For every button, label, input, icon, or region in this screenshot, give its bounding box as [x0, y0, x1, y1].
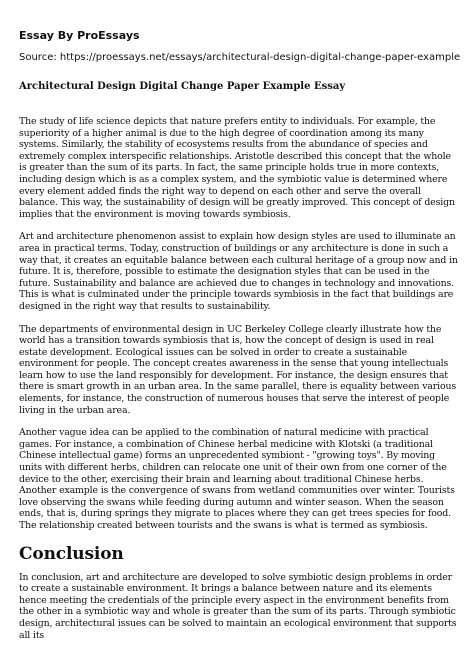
- conclusion-heading: Conclusion: [19, 543, 124, 564]
- essay-title: Architectural Design Digital Change Paper Example Essay: [19, 81, 346, 92]
- source-line: Source: https://proessays.net/essays/architectural-design-digital-change-paper-example: [19, 52, 461, 63]
- paragraph-4: Another vague idea can be applied to the combination of natural medicine with practical games. For instance, a combination of Chinese herbal medicine with Klotski (a traditional Chinese intellectual game) forms an unprecedented symbiont - "growing toys". By moving units with different herbs, children can relocate one unit of their own from one corner of the device to the other, exercising their brain and learning about traditional Chinese herbs. Another example is the convergence of swans from wetland communities over winter. Tourists love observing the swans while feeding during autumn and winter season. When the season ends, that is, during springs they migrate to places where they can get trees species for food. The relationship created between tourists and the swans is what is termed as symbiosis.: [19, 427, 455, 531]
- site-title: Essay By ProEssays: [19, 29, 140, 42]
- conclusion-paragraph: In conclusion, art and architecture are developed to solve symbiotic design problems in order to create a sustainable environment. It brings a balance between nature and its elements hence meeting the credentials of the principle every aspect in the environment benefits from the other in a symbiotic way and whole is greater than the sum of its parts. Through symbiotic design, architectural issues can be solved to maintain an ecological environment that supports all its: [19, 571, 457, 641]
- page-header: [19, 29, 459, 63]
- paragraph-2: Art and architecture phenomenon assist to explain how design styles are used to illuminate an area in practical terms. Today, construction of buildings or any architecture is done in such a way that, it creates an equitable balance between each cultural heritage of a group now and in future. It is, therefore, possible to estimate the designation styles that can be used in the future. Sustainability and balance are achieved due to changes in technology and innovations. This is what is culminated under the principle towards symbiosis in the fact that buildings are designed in the right way that results to sustainability.: [19, 231, 458, 312]
- paragraph-3: The departments of environmental design in UC Berkeley College clearly illustrate how the world has a transition towards symbiosis that is, how the concept of design is used in real estate development. Ecological issues can be solved in order to create a sustainable environment for people. The concept creates awareness in the sense that young intellectuals learn how to use the land responsibly for development. For instance, the design ensures that there is smart growth in an urban area. In the same parallel, there is equality between various elements, for instance, the construction of numerous houses that serve the interest of people living in the urban area.: [19, 323, 457, 416]
- paragraph-1: The study of life science depicts that nature prefers entity to individuals. For example, the superiority of a higher animal is due to the high degree of coordination among its many systems. Similarly, the stability of ecosystems results from the abundance of species and extremely complex interspecific relationships. Aristotle described this concept that the whole is greater than the sum of its parts. In fact, the same principle holds true in more contexts, including design which is as a complex system, and the symbiotic value is determined where every element added finds the right way to depend on each other and serve the overall balance. This way, the sustainability of design will be greatly improved. This concept of design implies that the environment is moving towards symbiosis.: [19, 116, 455, 220]
- essay-body: [19, 116, 459, 652]
